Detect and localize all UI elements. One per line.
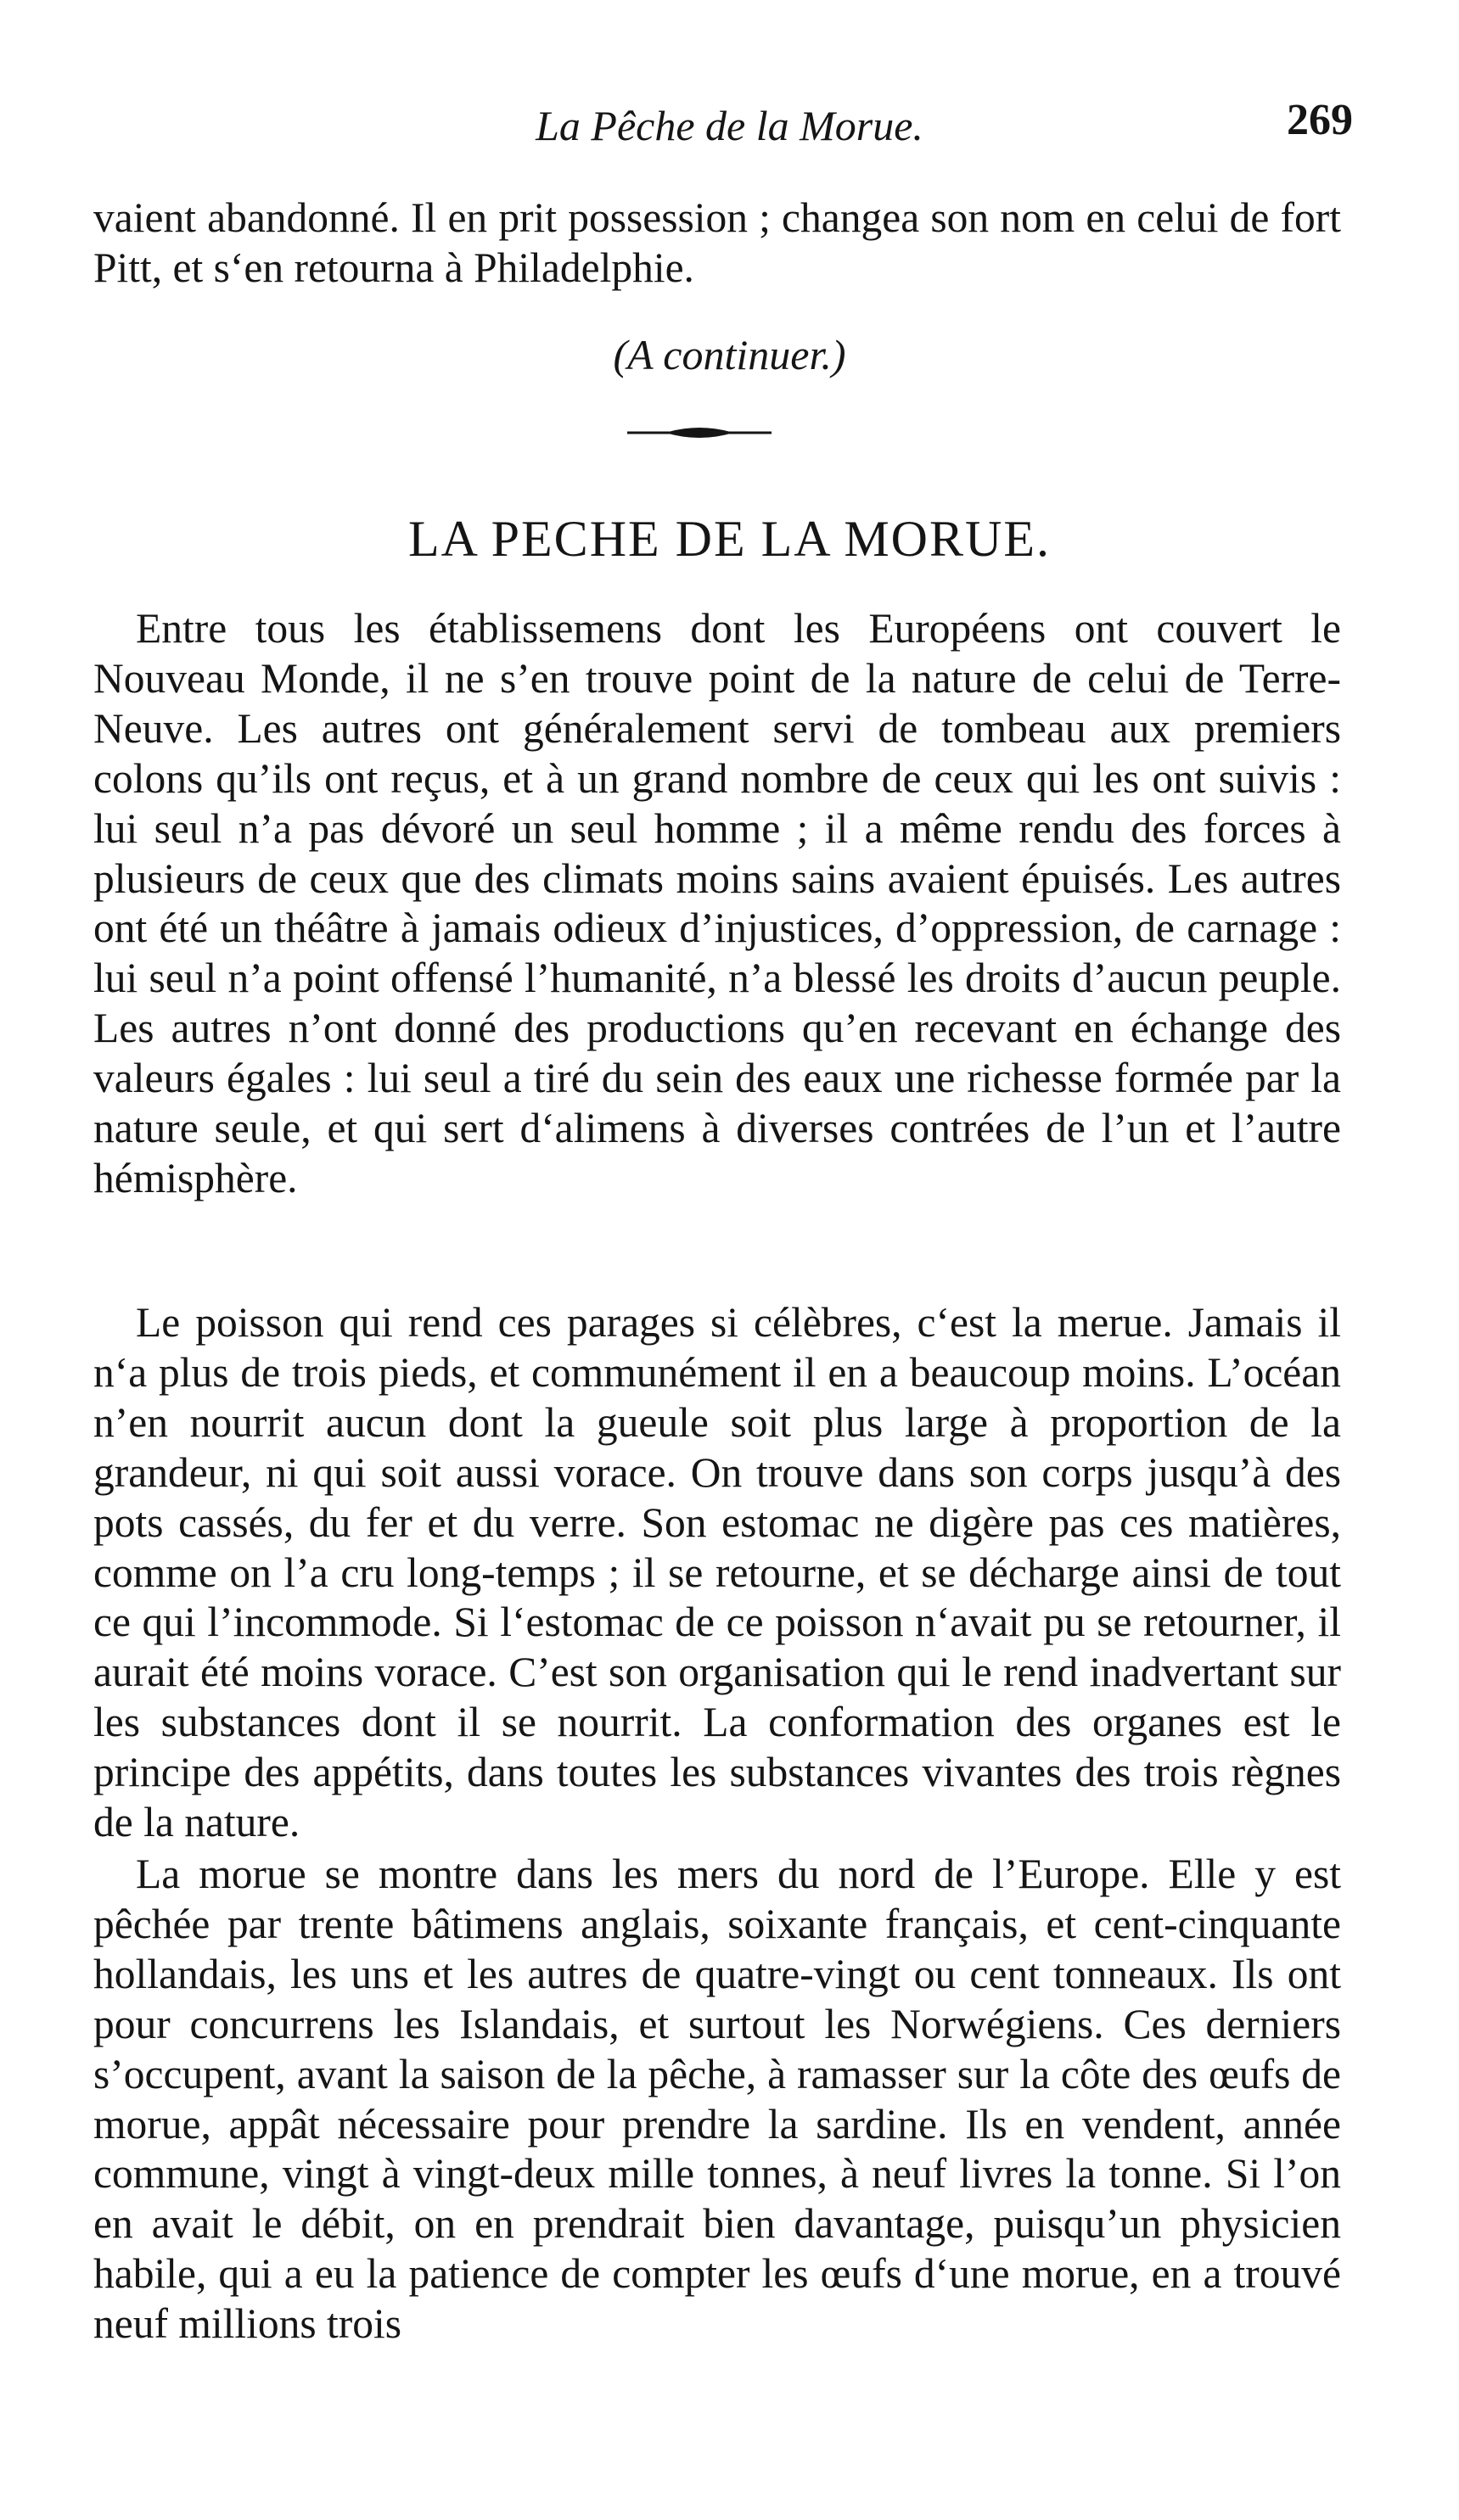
- article-title: LA PECHE DE LA MORUE.: [407, 511, 1052, 567]
- continuation-note: (A continuer.): [613, 331, 846, 378]
- previous-article-closing: vaient abandonné. Il en prit possession ; changea son nom en celui de fort Pitt, et s‘en retourna à Philadelphie.: [93, 194, 1341, 291]
- running-title: La Pêche de la Morue.: [536, 102, 923, 149]
- article-paragraph-2: Le poisson qui rend ces parages si célèbres, c‘est la merue. Jamais il n‘a plus de trois pieds, et communément il en a beaucoup moins. L’océan n’en nourrit aucun dont la gueule soit plus large à proportion de la grandeur, ni qui soit aussi vorace. On trouve dans son corps jusqu’à des pots cassés, du fer et du verre. Son estomac ne digère pas ces matières, comme on l’a cru long-temps ; il se retourne, et se décharge ainsi de tout ce qui l’incommode. Si l‘estomac de ce poisson n‘avait pu se retourner, il aurait été moins vorace. C’est son organisation qui le rend inadvertant sur les substances dont il se nourrit. La conformation des organes est le principe des appétits, dans toutes les substances vivantes des trois règnes de la nature.: [93, 1299, 1341, 1846]
- divider-ornament: [627, 424, 772, 441]
- article-paragraph-3: La morue se montre dans les mers du nord de l’Europe. Elle y est pêchée par trente bâtimens anglais, soixante français, et cent-cinquante hollandais, les uns et les autres de quatre-vingt ou cent tonneaux. Ils ont pour concurrens les Islandais, et surtout les Norwégiens. Ces derniers s’occupent, avant la saison de la pêche, à ramasser sur la côte des œufs de morue, appât nécessaire pour prendre la sardine. Ils en vendent, année commune, vingt à vingt-deux mille tonnes, à neuf livres la tonne. Si l’on en avait le débit, on en prendrait bien davantage, puisqu’un physicien habile, qui a eu la patience de compter les œufs d‘une morue, en a trouvé neuf millions trois: [93, 1851, 1341, 2348]
- page-number: 269: [1287, 96, 1353, 144]
- article-paragraph-1: Entre tous les établissemens dont les Européens ont couvert le Nouveau Monde, il ne s’en trouve point de la nature de celui de Terre-Neuve. Les autres ont généralement servi de tombeau aux premiers colons qu’ils ont reçus, et à un grand nombre de ceux qui les ont suivis : lui seul n’a pas dévoré un seul homme ; il a même rendu des forces à plusieurs de ceux que des climats moins sains avaient épuisés. Les autres ont été un théâtre à jamais odieux d’injustices, d’oppression, de carnage : lui seul n’a point offensé l’humanité, n’a blessé les droits d’aucun peuple. Les autres n’ont donné des productions qu’en recevant en échange des valeurs égales : lui seul a tiré du sein des eaux une richesse formée par la nature seule, et qui sert d‘alimens à diverses contrées de l’un et l’autre hémisphère.: [93, 605, 1341, 1201]
